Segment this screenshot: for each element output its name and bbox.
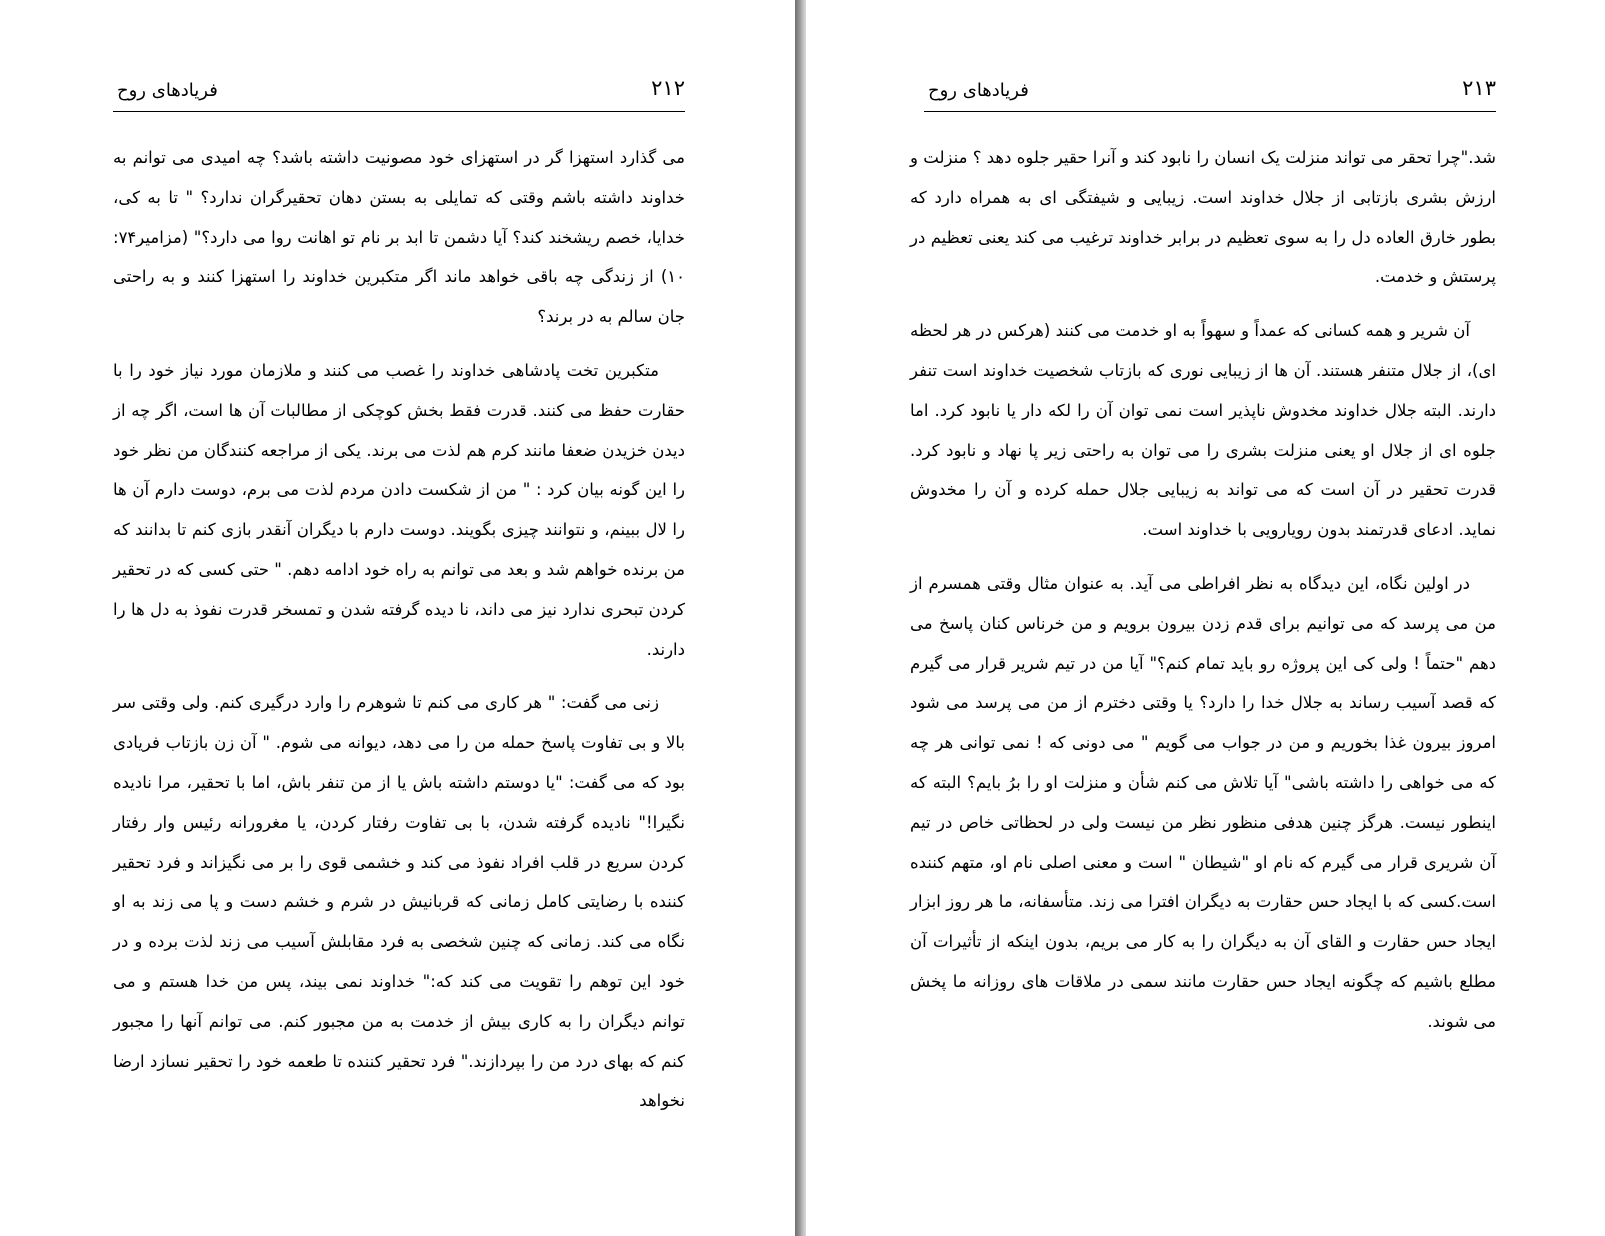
right-page [806, 0, 1605, 1236]
right-page-body [910, 138, 1496, 1056]
right-page-number: ۲۱۳ [1462, 76, 1496, 100]
left-page-header [113, 72, 685, 112]
right-paragraph-2: آن شریر و همه کسانی که عمداً و سهواً به او خدمت می کنند (هرکس در هر لحظه ای)، از جلال متنفر هستند. آن ها از زیبایی نوری که بازتاب شخصیت خداوند است تنفر دارند. البته جلال خداوند مخدوش ناپذیر است نمی توان آن را لکه دار یا نابود کرد. اما جلوه ای از جلال او یعنی منزلت بشری را می توان به راحتی زیر پا نهاد و نابود کرد. قدرت تحقیر در آن است که می تواند به زیبایی جلال حمله کرده و آن را مخدوش نماید. ادعای قدرتمند بدون رویارویی با خداوند است. [910, 321, 1496, 540]
left-header-rule [113, 111, 685, 112]
left-paragraph-2: متکبرین تخت پادشاهی خداوند را غصب می کنند و ملازمان مورد نیاز خود را با حقارت حفظ می کنند. قدرت فقط بخش کوچکی از مطالبات آن ها است، اگر چه از دیدن خزیدن ضعفا مانند کرم هم لذت می برند. یکی از مراجعه کنندگان من نظر خود را این گونه بیان کرد : " من از شکست دادن مردم لذت می برم، دوست دارم آن ها را لال ببینم، و نتوانند چیزی بگویند. دوست دارم با دیگران آنقدر بازی کنم تا بدانند که من برنده خواهم شد و بعد می توانم به راه خود ادامه دهم. " حتی کسی که در تحقیر کردن تبحری ندارد نیز می داند، نا دیده گرفته شدن و تمسخر قدرت نفوذ به دل ها را دارند. [113, 360, 685, 659]
book-gutter [795, 0, 806, 1236]
right-header-rule [924, 111, 1496, 112]
right-paragraph-3: در اولین نگاه، این دیدگاه به نظر افراطی می آید. به عنوان مثال وقتی همسرم از من می پرسد که می توانیم برای قدم زدن بیرون برویم و من خرناس کنان پاسخ می دهم "حتماً ! ولی کی این پروژه رو باید تمام کنم؟" آیا من در تیم شریر قرار می گیرم که قصد آسیب رساند به جلال خدا را دارد؟ یا وقتی دخترم از من می پرسد می شود امروز بیرون غذا بخوریم و من در جواب می گویم " می دونی که ! نمی توانی هر چه که می خواهی را داشته باشی" آیا تلاش می کنم شأن و منزلت او را برُ بایم؟ البته که اینطور نیست. هرگز چنین هدفی منظور نظر من نیست ولی در لحظاتی خاص در تیم آن شریری قرار می گیرم که نام او "شیطان " است و معنی اصلی نام او، متهم کننده است.کسی که با ایجاد حس حقارت به دیگران افترا می زند. متأسفانه، ما هر روز ابزار ایجاد حس حقارت و القای آن به دیگران را به کار می بریم، بدون اینکه از تأثیرات آن مطلع باشیم که چگونه ایجاد حس حقارت مانند سمی در ملاقات های روزانه ما پخش می شوند. [910, 573, 1496, 1031]
left-running-title: فریادهای روح [117, 80, 218, 101]
left-page [0, 0, 795, 1236]
left-paragraph-3: زنی می گفت: " هر کاری می کنم تا شوهرم را وارد درگیری کنم. ولی وقتی سر بالا و بی تفاوت پاسخ حمله من را می دهد، دیوانه می شوم. " آن زن بازتاب فریادی بود که می گفت: "یا دوستم داشته باش یا از من تنفر باش، اما با تحقیر، مرا نادیده نگیرا!" نادیده گرفته شدن، با بی تفاوت رفتار کردن، یا مغرورانه رئیس وار رفتار کردن سریع در قلب افراد نفوذ می کند و خشمی قوی را بر می نگیزاند و فرد تحقیر کننده با رضایتی کامل زمانی که قربانیش در شرم و خشم دست و پا می زند به او نگاه می کند. زمانی که چنین شخصی به فرد مقابلش آسیب می زند لذت برده و در خود این توهم را تقویت می کند که:" خداوند نمی بیند، پس من خدا هستم و می توانم دیگران را به کاری بیش از خدمت به من مجبور کنم. می توانم آنها را مجبور کنم که بهای درد من را بپردازند." فرد تحقیر کننده تا طعمه خود را تحقیر نسازد ارضا نخواهد [113, 693, 685, 1111]
left-page-number: ۲۱۲ [651, 76, 685, 100]
right-paragraph-1: شد."چرا تحقر می تواند منزلت یک انسان را نابود کند و آنرا حقیر جلوه دهد ؟ منزلت و ارزش بشری بازتابی از جلال خداوند است. زیبایی و شیفتگی ای به همراه دارد که بطور خارق العاده دل را به سوی تعظیم در برابر خداوند ترغیب می کند یعنی تعظیم در پرستش و خدمت. [910, 148, 1496, 287]
left-page-body [113, 138, 685, 1135]
left-paragraph-1: می گذارد استهزا گر در استهزای خود مصونیت داشته باشد؟ چه امیدی می توانم به خداوند داشته باشم وقتی که تمایلی به بستن دهان تحقیرگران ندارد؟ " تا به کی، خدایا، خصم ریشخند کند؟ آیا دشمن تا ابد بر نام تو اهانت روا می دارد؟" (مزامیر۷۴: ۱۰) از زندگی چه باقی خواهد ماند اگر متکبرین خداوند را استهزا کنند و به راحتی جان سالم به در برند؟ [113, 148, 685, 327]
right-running-title: فریادهای روح [928, 80, 1029, 101]
right-page-header [924, 72, 1496, 112]
